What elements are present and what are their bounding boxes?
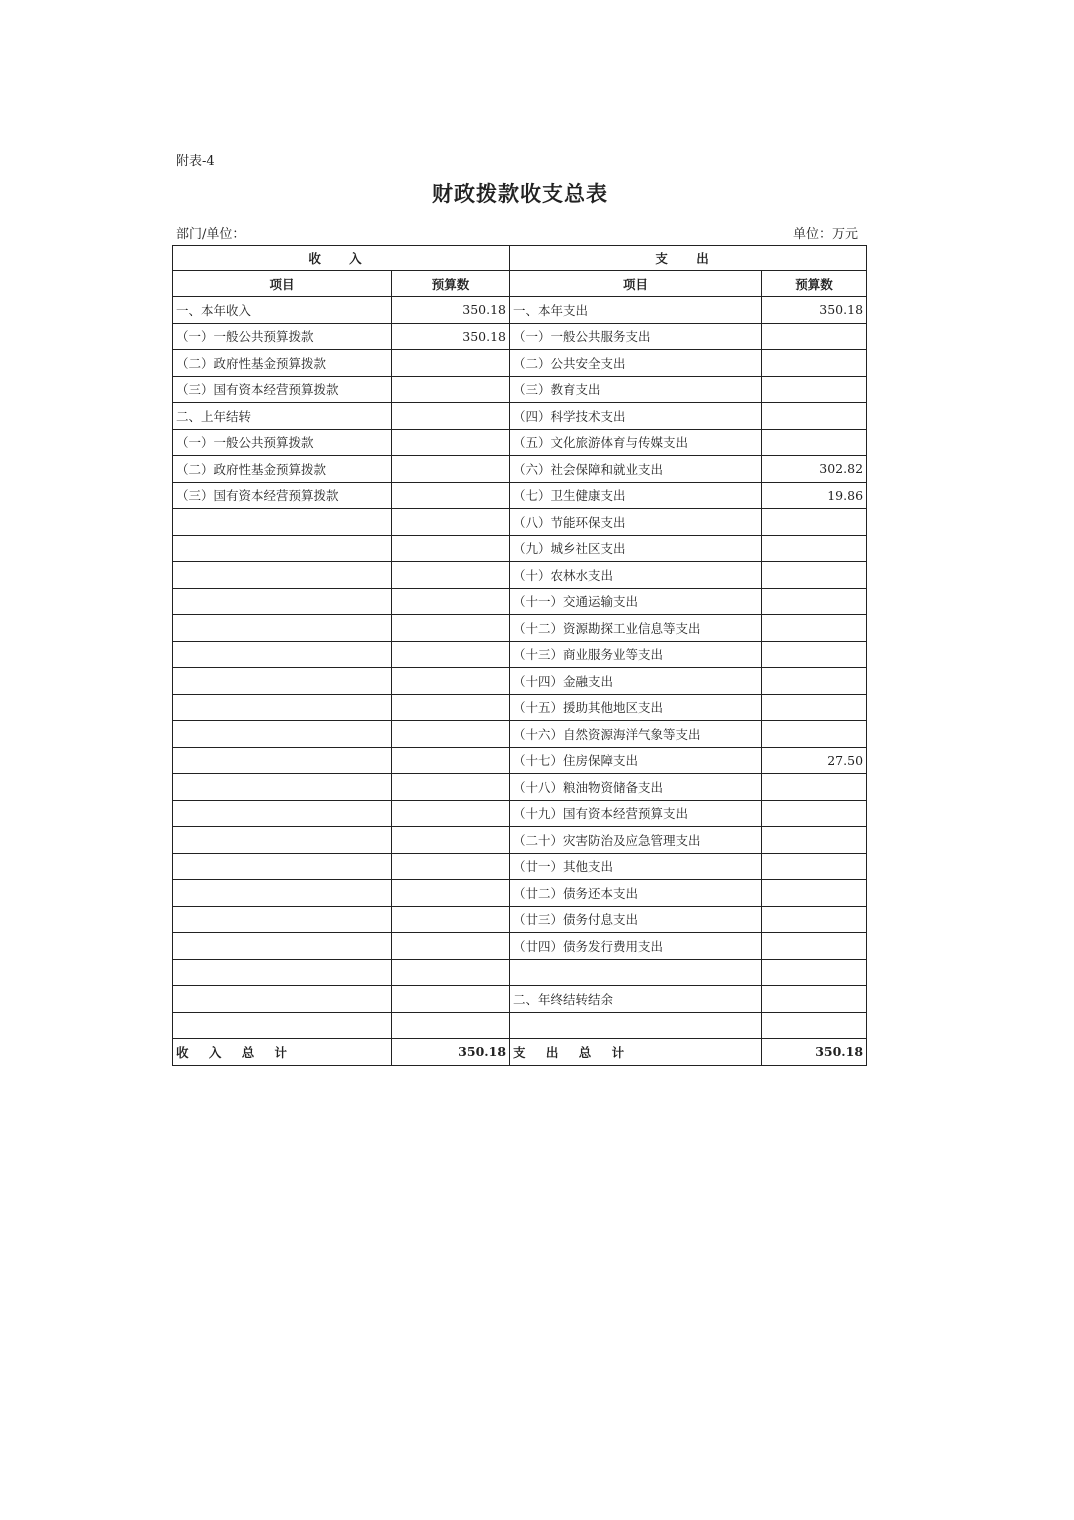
expense-item-cell: （十六）自然资源海洋气象等支出 [510, 721, 762, 748]
table-row [173, 615, 867, 642]
expense-amount-cell: 302.82 [762, 456, 867, 483]
table-row [173, 959, 867, 986]
income-item-cell [173, 588, 392, 615]
income-item-cell [173, 668, 392, 695]
income-item-cell [173, 827, 392, 854]
expense-amount-cell [762, 986, 867, 1013]
income-item-cell: （一）一般公共预算拨款 [173, 429, 392, 456]
income-item-cell [173, 509, 392, 536]
income-amount-cell [392, 456, 510, 483]
income-amount-cell [392, 562, 510, 589]
expense-amount-cell [762, 906, 867, 933]
income-item-cell [173, 721, 392, 748]
income-item-cell [173, 1012, 392, 1039]
table-row [173, 933, 867, 960]
income-amount-cell [392, 641, 510, 668]
expense-item-cell: （十一）交通运输支出 [510, 588, 762, 615]
expense-amount-cell [762, 853, 867, 880]
expense-item-cell: 二、年终结转结余 [510, 986, 762, 1013]
income-amount-cell [392, 906, 510, 933]
income-amount-cell [392, 880, 510, 907]
table-row [173, 641, 867, 668]
expense-item-cell: （十八）粮油物资储备支出 [510, 774, 762, 801]
income-item-cell: （二）政府性基金预算拨款 [173, 350, 392, 377]
income-item-cell: （一）一般公共预算拨款 [173, 323, 392, 350]
department-label: 部门/单位： [176, 227, 246, 242]
expense-total-amount: 350.18 [762, 1039, 867, 1066]
expense-amount-cell [762, 774, 867, 801]
table-row [173, 535, 867, 562]
table-row [173, 668, 867, 695]
expense-item-cell: （一）一般公共服务支出 [510, 323, 762, 350]
income-amount-cell [392, 482, 510, 509]
expense-item-cell: （三）教育支出 [510, 376, 762, 403]
income-amount-cell [392, 986, 510, 1013]
table-row [173, 297, 867, 324]
expense-item-cell: （十七）住房保障支出 [510, 747, 762, 774]
page-title: 财政拨款收支总表 [432, 181, 608, 206]
expense-amount-cell [762, 323, 867, 350]
income-item-cell: （二）政府性基金预算拨款 [173, 456, 392, 483]
unit-label: 单位：万元 [793, 227, 859, 242]
expense-item-cell: （四）科学技术支出 [510, 403, 762, 430]
expense-amount-cell [762, 615, 867, 642]
income-item-header: 项目 [173, 271, 392, 297]
income-item-cell [173, 880, 392, 907]
income-amount-cell [392, 827, 510, 854]
table-row [173, 694, 867, 721]
expense-amount-cell [762, 694, 867, 721]
table-row [173, 509, 867, 536]
income-item-cell [173, 933, 392, 960]
expense-amount-cell [762, 588, 867, 615]
expense-item-cell: （十二）资源勘探工业信息等支出 [510, 615, 762, 642]
expense-item-cell: （八）节能环保支出 [510, 509, 762, 536]
income-amount-cell: 350.18 [392, 297, 510, 324]
expense-amount-cell [762, 509, 867, 536]
income-item-cell [173, 615, 392, 642]
income-amount-cell: 350.18 [392, 323, 510, 350]
income-item-cell [173, 562, 392, 589]
income-item-cell: 二、上年结转 [173, 403, 392, 430]
income-section-header: 收 入 [173, 246, 510, 271]
expense-item-cell: （七）卫生健康支出 [510, 482, 762, 509]
income-amount-cell [392, 1012, 510, 1039]
expense-item-cell [510, 959, 762, 986]
expense-amount-cell [762, 350, 867, 377]
expense-item-cell: （二十）灾害防治及应急管理支出 [510, 827, 762, 854]
expense-item-cell: （廿四）债务发行费用支出 [510, 933, 762, 960]
table-row [173, 800, 867, 827]
income-item-cell [173, 535, 392, 562]
income-item-cell [173, 986, 392, 1013]
expense-amount-cell [762, 933, 867, 960]
income-item-cell: （三）国有资本经营预算拨款 [173, 376, 392, 403]
expense-amount-cell [762, 827, 867, 854]
expense-amount-cell [762, 1012, 867, 1039]
expense-item-cell: （十三）商业服务业等支出 [510, 641, 762, 668]
income-amount-cell [392, 509, 510, 536]
income-amount-cell [392, 853, 510, 880]
income-item-cell [173, 853, 392, 880]
expense-item-cell: 一、本年支出 [510, 297, 762, 324]
expense-amount-cell: 350.18 [762, 297, 867, 324]
budget-table [172, 245, 867, 1066]
expense-item-cell: （廿二）债务还本支出 [510, 880, 762, 907]
expense-item-cell [510, 1012, 762, 1039]
expense-item-cell: （九）城乡社区支出 [510, 535, 762, 562]
expense-amount-cell: 19.86 [762, 482, 867, 509]
expense-amount-cell [762, 403, 867, 430]
income-total-label: 收 入 总 计 [173, 1039, 392, 1066]
table-row [173, 376, 867, 403]
income-amount-cell [392, 721, 510, 748]
expense-item-cell: （五）文化旅游体育与传媒支出 [510, 429, 762, 456]
column-header-row [173, 271, 867, 297]
table-row [173, 350, 867, 377]
income-amount-cell [392, 535, 510, 562]
table-row [173, 456, 867, 483]
income-item-cell [173, 959, 392, 986]
expense-amount-cell [762, 721, 867, 748]
expense-item-cell: （十五）援助其他地区支出 [510, 694, 762, 721]
expense-section-header: 支 出 [510, 246, 867, 271]
table-row [173, 323, 867, 350]
table-row [173, 1012, 867, 1039]
income-budget-header: 预算数 [392, 271, 510, 297]
expense-amount-cell [762, 800, 867, 827]
income-amount-cell [392, 615, 510, 642]
income-item-cell: 一、本年收入 [173, 297, 392, 324]
expense-item-cell: （廿三）债务付息支出 [510, 906, 762, 933]
table-row [173, 562, 867, 589]
expense-amount-cell [762, 641, 867, 668]
income-amount-cell [392, 588, 510, 615]
table-row [173, 747, 867, 774]
income-item-cell [173, 800, 392, 827]
section-header-row [173, 246, 867, 271]
table-row [173, 880, 867, 907]
expense-item-cell: （十）农林水支出 [510, 562, 762, 589]
income-amount-cell [392, 376, 510, 403]
income-amount-cell [392, 747, 510, 774]
expense-amount-cell: 27.50 [762, 747, 867, 774]
expense-item-header: 项目 [510, 271, 762, 297]
table-row [173, 721, 867, 748]
expense-budget-header: 预算数 [762, 271, 867, 297]
table-row [173, 774, 867, 801]
income-item-cell [173, 694, 392, 721]
income-amount-cell [392, 694, 510, 721]
income-amount-cell [392, 350, 510, 377]
income-amount-cell [392, 774, 510, 801]
expense-amount-cell [762, 668, 867, 695]
expense-item-cell: （十四）金融支出 [510, 668, 762, 695]
annex-label: 附表-4 [176, 154, 215, 169]
expense-item-cell: （十九）国有资本经营预算支出 [510, 800, 762, 827]
expense-amount-cell [762, 535, 867, 562]
income-amount-cell [392, 959, 510, 986]
income-amount-cell [392, 800, 510, 827]
income-total-amount: 350.18 [392, 1039, 510, 1066]
income-item-cell [173, 747, 392, 774]
expense-amount-cell [762, 880, 867, 907]
expense-amount-cell [762, 562, 867, 589]
expense-total-label: 支 出 总 计 [510, 1039, 762, 1066]
table-row [173, 827, 867, 854]
income-item-cell [173, 774, 392, 801]
income-amount-cell [392, 668, 510, 695]
income-item-cell [173, 906, 392, 933]
table-row [173, 482, 867, 509]
table-row [173, 403, 867, 430]
table-row [173, 986, 867, 1013]
total-row [173, 1039, 867, 1066]
table-row [173, 853, 867, 880]
income-amount-cell [392, 933, 510, 960]
expense-amount-cell [762, 959, 867, 986]
expense-item-cell: （廿一）其他支出 [510, 853, 762, 880]
table-row [173, 906, 867, 933]
expense-item-cell: （二）公共安全支出 [510, 350, 762, 377]
income-amount-cell [392, 403, 510, 430]
income-item-cell: （三）国有资本经营预算拨款 [173, 482, 392, 509]
table-row [173, 588, 867, 615]
expense-amount-cell [762, 429, 867, 456]
table-row [173, 429, 867, 456]
expense-item-cell: （六）社会保障和就业支出 [510, 456, 762, 483]
expense-amount-cell [762, 376, 867, 403]
income-item-cell [173, 641, 392, 668]
income-amount-cell [392, 429, 510, 456]
